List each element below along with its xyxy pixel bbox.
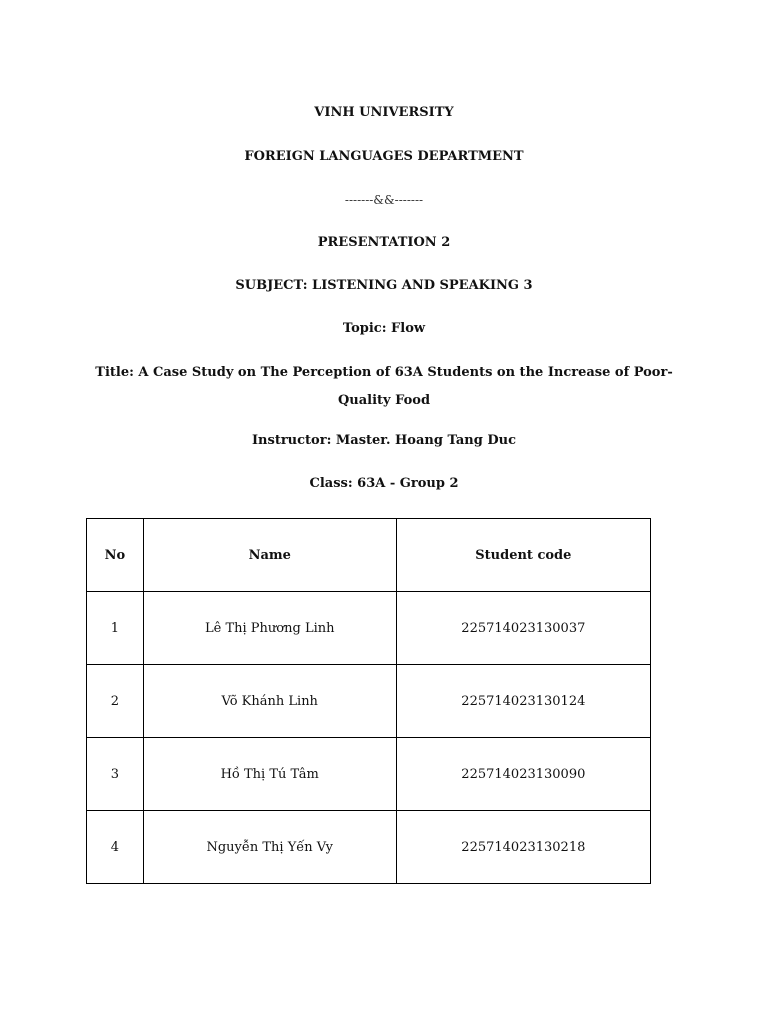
cell-no: 1 — [87, 592, 144, 665]
cell-name: Võ Khánh Linh — [143, 665, 396, 738]
presentation-title — [90, 359, 678, 415]
instructor-label: Instructor: Master. Hoang Tang Duc — [251, 433, 517, 448]
cell-student-code: 225714023130124 — [396, 665, 650, 738]
title-line-2: Quality Food — [337, 393, 431, 408]
cell-no: 2 — [87, 665, 144, 738]
class-label: Class: 63A - Group 2 — [309, 476, 459, 491]
header-name: Name — [143, 519, 396, 592]
student-table — [86, 518, 651, 884]
cell-student-code: 225714023130090 — [396, 738, 650, 811]
table-row — [87, 592, 651, 665]
cell-name: Lê Thị Phương Linh — [143, 592, 396, 665]
table-row — [87, 738, 651, 811]
university-name: VINH UNIVERSITY — [314, 105, 454, 120]
table-header-row — [87, 519, 651, 592]
cell-name: Hồ Thị Tú Tâm — [143, 738, 396, 811]
topic-label: Topic: Flow — [342, 321, 426, 336]
cell-student-code: 225714023130037 — [396, 592, 650, 665]
presentation-label: PRESENTATION 2 — [317, 235, 451, 250]
cell-name: Nguyễn Thị Yến Vy — [143, 811, 396, 884]
title-line-1: Title: A Case Study on The Perception of 63A Students on the Increase of Poor- — [95, 365, 673, 380]
ornament-separator: -------&&------- — [344, 193, 424, 207]
department-name: FOREIGN LANGUAGES DEPARTMENT — [244, 149, 524, 164]
table-row — [87, 811, 651, 884]
cell-no: 3 — [87, 738, 144, 811]
table-row — [87, 665, 651, 738]
cell-no: 4 — [87, 811, 144, 884]
cell-student-code: 225714023130218 — [396, 811, 650, 884]
subject-label: SUBJECT: LISTENING AND SPEAKING 3 — [235, 278, 533, 293]
header-student-code: Student code — [396, 519, 650, 592]
header-no: No — [87, 519, 144, 592]
